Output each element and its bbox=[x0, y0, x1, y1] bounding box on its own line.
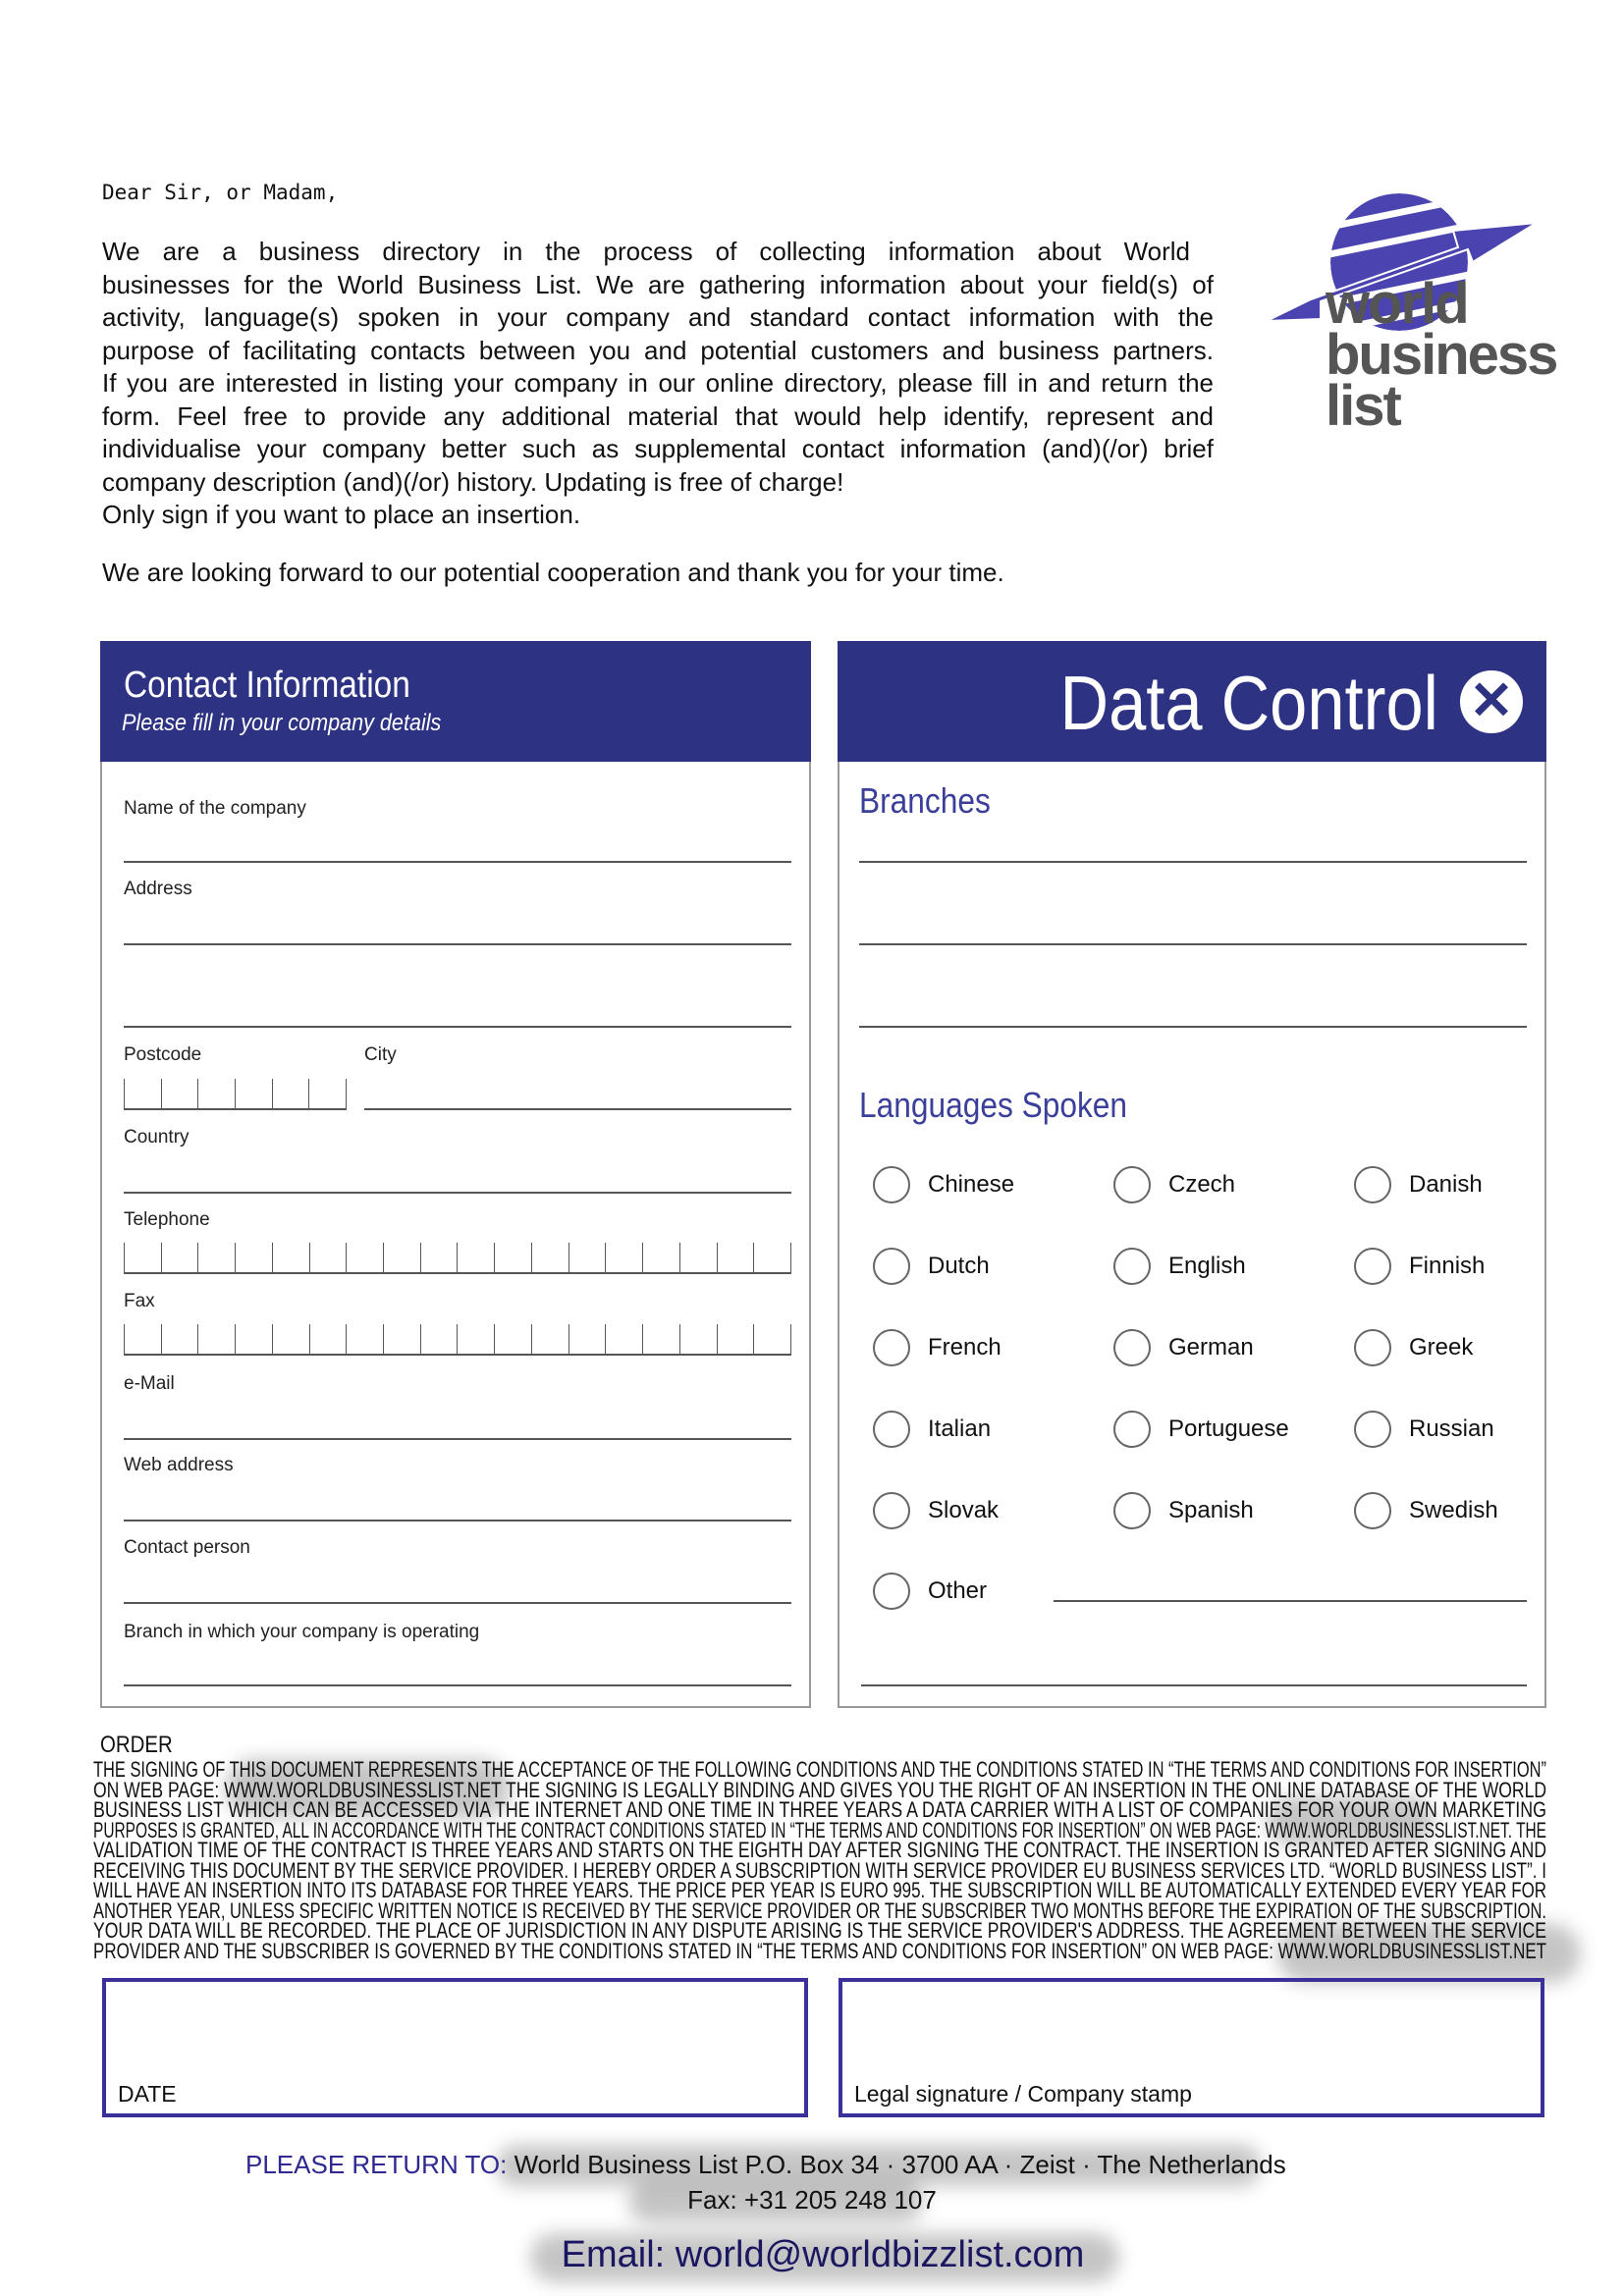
digit-cell bbox=[642, 1243, 679, 1272]
intro-line: If you are interested in listing your company in our online directory, please fill in and return the bbox=[102, 368, 1214, 398]
radio-button[interactable] bbox=[1354, 1492, 1391, 1529]
radio-button[interactable] bbox=[1354, 1248, 1391, 1285]
telephone-field[interactable] bbox=[124, 1243, 791, 1274]
intro-line: individualise your company better such as supplemental contact information (and)(/or) brief bbox=[102, 434, 1214, 463]
x-circle-icon: ✕ bbox=[1460, 670, 1523, 733]
digit-cell bbox=[161, 1324, 198, 1354]
language-option-russian[interactable] bbox=[1354, 1411, 1494, 1448]
digit-cell bbox=[457, 1243, 494, 1272]
branch-label: Branch in which your company is operating bbox=[124, 1622, 480, 1642]
intro-paragraph bbox=[102, 236, 1214, 532]
branch-field[interactable] bbox=[124, 1684, 791, 1686]
country-field[interactable] bbox=[124, 1192, 791, 1194]
digit-cell bbox=[531, 1243, 568, 1272]
contact-subtitle: Please fill in your company details bbox=[122, 710, 442, 736]
order-title: ORDER bbox=[100, 1732, 173, 1758]
digit-cell bbox=[679, 1243, 717, 1272]
language-option-swedish[interactable] bbox=[1354, 1492, 1498, 1529]
logo-word: business bbox=[1326, 323, 1557, 387]
company-name-field[interactable] bbox=[124, 861, 791, 863]
radio-button[interactable] bbox=[873, 1248, 910, 1285]
order-line: BUSINESS LIST WHICH CAN BE ACCESSED VIA THE INTERNET AND ONE TIME IN THREE YEARS A DATA CARRIER WITH A LIST OF COMPANIES FOR YOUR OWN MARKETING bbox=[93, 1797, 1546, 1822]
radio-button[interactable] bbox=[1113, 1166, 1151, 1203]
company-name-label: Name of the company bbox=[124, 798, 306, 819]
digit-cell bbox=[531, 1324, 568, 1354]
return-address-text: World Business List P.O. Box 34 · 3700 AA · Zeist · The Netherlands bbox=[507, 2150, 1286, 2179]
digit-cell bbox=[346, 1243, 383, 1272]
language-option-portuguese[interactable] bbox=[1113, 1411, 1289, 1448]
order-line: YOUR DATA WILL BE RECORDED. THE PLACE OF JURISDICTION IN ANY DISPUTE ARISING IS THE SERVICE PROVIDER'S ADDRESS. THE AGREEMENT BETWEEN THE SERVICE bbox=[93, 1918, 1546, 1943]
digit-cell bbox=[309, 1324, 347, 1354]
logo-wordmark bbox=[1326, 272, 1557, 438]
digit-cell bbox=[753, 1324, 791, 1354]
order-line: RECEIVING THIS DOCUMENT BY THE SERVICE PROVIDER. I HEREBY ORDER A SUBSCRIPTION WITH SERVICE PROVIDER EU BUSINESS SERVICES LTD. “WORLD BUSINESS LIST”. I bbox=[93, 1857, 1546, 1883]
language-label: Swedish bbox=[1409, 1497, 1498, 1523]
digit-cell bbox=[717, 1243, 754, 1272]
language-option-italian[interactable] bbox=[873, 1411, 991, 1448]
digit-cell bbox=[420, 1324, 458, 1354]
radio-button[interactable] bbox=[1113, 1329, 1151, 1366]
language-option-dutch[interactable] bbox=[873, 1248, 990, 1285]
radio-button[interactable] bbox=[873, 1573, 910, 1610]
digit-cell bbox=[642, 1324, 679, 1354]
language-label: Chinese bbox=[928, 1171, 1015, 1198]
fax-label: Fax bbox=[124, 1291, 155, 1311]
contact-title: Contact Information bbox=[124, 665, 410, 706]
digit-cell bbox=[346, 1324, 383, 1354]
branches-field-line-2[interactable] bbox=[859, 943, 1527, 945]
language-option-other[interactable] bbox=[873, 1573, 987, 1610]
language-label: Spanish bbox=[1168, 1497, 1254, 1523]
language-label: Dutch bbox=[928, 1253, 990, 1279]
order-line: ON WEB PAGE: WWW.WORLDBUSINESSLIST.NET THE SIGNING IS LEGALLY BINDING AND GIVES YOU THE RIGHT OF AN INSERTION IN THE ONLINE DATABASE OF THE WORLD bbox=[93, 1777, 1546, 1802]
telephone-label: Telephone bbox=[124, 1209, 210, 1230]
digit-cell bbox=[309, 1243, 347, 1272]
address-field-line-1[interactable] bbox=[124, 943, 791, 945]
digit-cell bbox=[605, 1324, 642, 1354]
digit-cell bbox=[235, 1243, 272, 1272]
intro-line: We are a business directory in the process of collecting information about World bbox=[102, 237, 1190, 266]
language-option-slovak[interactable] bbox=[873, 1492, 999, 1529]
language-option-czech[interactable] bbox=[1113, 1166, 1235, 1203]
city-field[interactable] bbox=[364, 1108, 791, 1110]
closing-sentence: We are looking forward to our potential cooperation and thank you for your time. bbox=[102, 558, 1004, 587]
contact-person-field[interactable] bbox=[124, 1602, 791, 1604]
contact-person-label: Contact person bbox=[124, 1537, 250, 1558]
radio-button[interactable] bbox=[1113, 1492, 1151, 1529]
radio-button[interactable] bbox=[1354, 1329, 1391, 1366]
fax-field[interactable] bbox=[124, 1324, 791, 1356]
intro-line: purpose of facilitating contacts between you and potential customers and business partners. bbox=[102, 335, 1214, 365]
radio-button[interactable] bbox=[873, 1492, 910, 1529]
signature-box[interactable] bbox=[839, 1978, 1544, 2117]
language-option-spanish[interactable] bbox=[1113, 1492, 1254, 1529]
radio-button[interactable] bbox=[873, 1411, 910, 1448]
contact-information-panel bbox=[100, 641, 811, 1708]
order-line: PROVIDER AND THE SUBSCRIBER IS GOVERNED BY THE CONDITIONS STATED IN “THE TERMS AND CONDITIONS FOR INSERTION” ON WEB PAGE: WWW.WORLDBUSINESSLIST.NET bbox=[93, 1938, 1546, 1963]
order-line: THE SIGNING OF THIS DOCUMENT REPRESENTS THE ACCEPTANCE OF THE FOLLOWING CONDITIONS AND THE CONDITIONS STATED IN “THE TERMS AND CONDITIONS FOR INSERTION” bbox=[93, 1757, 1546, 1782]
email-field[interactable] bbox=[124, 1438, 791, 1440]
radio-button[interactable] bbox=[873, 1329, 910, 1366]
radio-button[interactable] bbox=[1354, 1166, 1391, 1203]
language-label: Italian bbox=[928, 1415, 992, 1442]
radio-button[interactable] bbox=[1354, 1411, 1391, 1448]
logo-word: world bbox=[1326, 272, 1468, 336]
language-label: Danish bbox=[1409, 1171, 1483, 1198]
data-control-title: Data Control bbox=[1059, 660, 1438, 746]
language-label: Portuguese bbox=[1168, 1415, 1289, 1442]
language-label: Other bbox=[928, 1577, 988, 1604]
logo-word: list bbox=[1326, 374, 1400, 438]
intro-line: activity, language(s) spoken in your company and standard contact information with the bbox=[102, 302, 1214, 332]
language-label: English bbox=[1168, 1253, 1246, 1279]
intro-line: businesses for the World Business List. We are gathering information about your field(s) of bbox=[102, 269, 1214, 299]
contact-header bbox=[100, 641, 811, 762]
order-line: ANOTHER YEAR, UNLESS SPECIFIC WRITTEN NOTICE IS RECEIVED BY THE SERVICE PROVIDER OR THE SUBSCRIBER TWO MONTHS BEFORE THE EXPIRATION OF THE SUBSCRIPTION. bbox=[93, 1897, 1546, 1923]
language-option-english[interactable] bbox=[1113, 1248, 1246, 1285]
date-label: DATE bbox=[118, 2081, 177, 2107]
digit-cell bbox=[568, 1324, 606, 1354]
digit-cell bbox=[753, 1243, 791, 1272]
digit-cell bbox=[717, 1324, 754, 1354]
language-option-greek[interactable] bbox=[1354, 1329, 1473, 1366]
language-option-danish[interactable] bbox=[1354, 1166, 1483, 1203]
digit-cell bbox=[383, 1243, 420, 1272]
digit-cell bbox=[124, 1243, 161, 1272]
language-label: Finnish bbox=[1409, 1253, 1486, 1279]
order-line: PURPOSES IS GRANTED, ALL IN ACCORDANCE WITH THE CONTRACT CONDITIONS STATED IN “THE TERMS AND CONDITIONS FOR INSERTION” ON WEB PAGE: WWW.WORLDBUSINESSLIST.NET. THE bbox=[93, 1817, 1546, 1842]
language-option-french[interactable] bbox=[873, 1329, 1001, 1366]
language-label: Russian bbox=[1409, 1415, 1494, 1442]
address-field-line-2[interactable] bbox=[124, 1026, 791, 1028]
digit-cell bbox=[124, 1324, 161, 1354]
branches-title: Branches bbox=[859, 780, 991, 821]
digit-cell bbox=[197, 1324, 235, 1354]
radio-button[interactable] bbox=[1113, 1248, 1151, 1285]
language-option-finnish[interactable] bbox=[1354, 1248, 1485, 1285]
digit-cell bbox=[161, 1243, 198, 1272]
digit-cell bbox=[568, 1243, 606, 1272]
return-address bbox=[245, 2150, 1286, 2180]
digit-cell bbox=[197, 1243, 235, 1272]
digit-cell bbox=[272, 1243, 309, 1272]
data-control-panel bbox=[838, 641, 1546, 1708]
digit-cell bbox=[679, 1324, 717, 1354]
order-line: WILL HAVE AN INSERTION INTO ITS DATABASE FOR THREE YEARS. THE PRICE PER YEAR IS EURO 995. THE SUBSCRIPTION WILL BE AUTOMATICALLY EXTENDED EVERY YEAR FOR bbox=[93, 1878, 1546, 1902]
intro-line: company description (and)(/or) history. Updating is free of charge! bbox=[102, 466, 844, 497]
return-fax: Fax: +31 205 248 107 bbox=[687, 2185, 937, 2215]
language-label: Czech bbox=[1168, 1171, 1236, 1198]
language-label: Greek bbox=[1409, 1334, 1474, 1361]
greeting: Dear Sir, or Madam, bbox=[102, 181, 339, 204]
web-address-label: Web address bbox=[124, 1455, 234, 1475]
radio-button[interactable] bbox=[873, 1166, 910, 1203]
other-language-field[interactable] bbox=[1054, 1600, 1527, 1602]
digit-cell bbox=[605, 1243, 642, 1272]
postcode-label: Postcode bbox=[124, 1044, 202, 1065]
digit-cell bbox=[494, 1324, 531, 1354]
web-address-field[interactable] bbox=[124, 1520, 791, 1522]
intro-line: Only sign if you want to place an insertion. bbox=[102, 500, 581, 529]
return-label: PLEASE RETURN TO: bbox=[245, 2150, 508, 2179]
languages-title: Languages Spoken bbox=[859, 1085, 1128, 1125]
email-label: e-Mail bbox=[124, 1373, 175, 1394]
branches-field-line-1[interactable] bbox=[859, 861, 1527, 863]
country-label: Country bbox=[124, 1127, 189, 1148]
order-terms bbox=[93, 1757, 1546, 1963]
signature-label: Legal signature / Company stamp bbox=[854, 2081, 1192, 2107]
data-control-header bbox=[838, 641, 1546, 762]
digit-cell bbox=[420, 1243, 458, 1272]
language-label: Slovak bbox=[928, 1497, 1000, 1523]
digit-cell bbox=[235, 1324, 272, 1354]
digit-cell bbox=[457, 1324, 494, 1354]
digit-cell bbox=[494, 1243, 531, 1272]
date-box[interactable] bbox=[102, 1978, 808, 2117]
digit-cell bbox=[383, 1324, 420, 1354]
postcode-field[interactable] bbox=[124, 1079, 347, 1110]
order-line: VALIDATION TIME OF THE CONTRACT IS THREE YEARS AND STARTS ON THE EIGHTH DAY AFTER SIGNING THE CONTRACT. THE INSERTION IS GRANTED AFTER SIGNING AND bbox=[93, 1838, 1546, 1862]
intro-line: form. Feel free to provide any additional material that would help identify, represent and bbox=[102, 400, 1214, 431]
radio-button[interactable] bbox=[1113, 1411, 1151, 1448]
city-label: City bbox=[364, 1044, 397, 1065]
digit-cell bbox=[272, 1324, 309, 1354]
language-option-german[interactable] bbox=[1113, 1329, 1254, 1366]
language-label: German bbox=[1168, 1334, 1254, 1361]
branches-field-line-3[interactable] bbox=[859, 1026, 1527, 1028]
return-email: Email: world@worldbizzlist.com bbox=[561, 2234, 1085, 2275]
languages-extra-line[interactable] bbox=[861, 1684, 1527, 1686]
language-option-chinese[interactable] bbox=[873, 1166, 1014, 1203]
language-label: French bbox=[928, 1334, 1001, 1361]
address-label: Address bbox=[124, 879, 192, 899]
